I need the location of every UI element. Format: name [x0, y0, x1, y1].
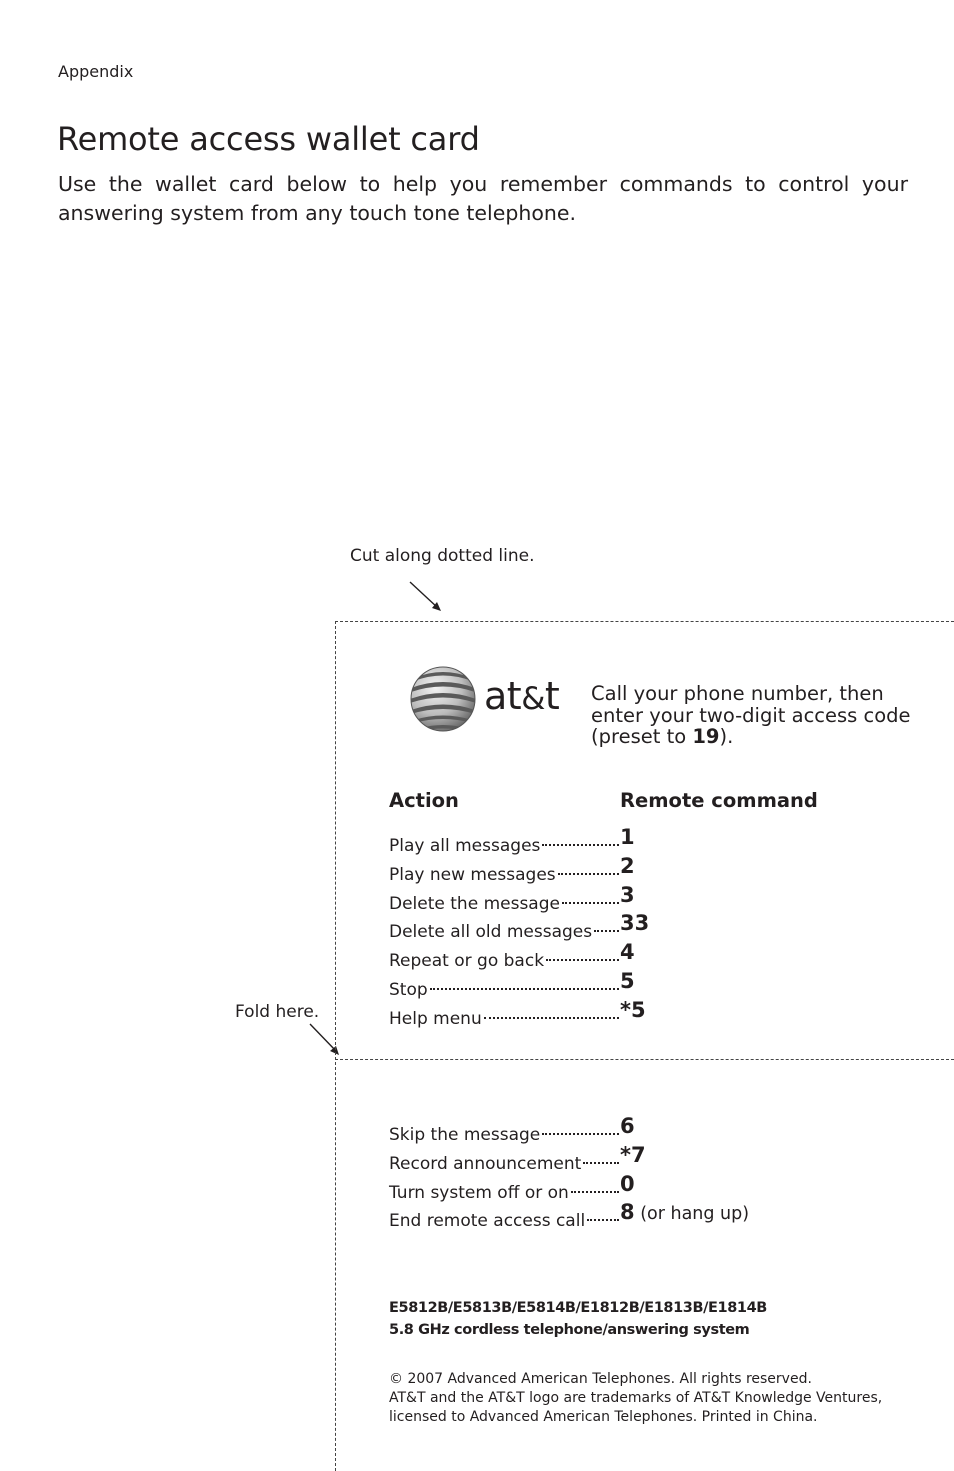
- command-row: [389, 997, 646, 1029]
- command-value: [620, 883, 635, 907]
- command-action: End remote access call: [389, 1211, 586, 1232]
- command-value: [620, 969, 635, 993]
- att-globe-icon: [408, 664, 478, 738]
- command-key: 33: [620, 911, 650, 936]
- intro-paragraph: Use the wallet card below to help you remember commands to control your answering system from any touch tone telephone.: [58, 172, 908, 225]
- command-row: [389, 825, 635, 856]
- command-value: [620, 911, 649, 935]
- command-key: *7: [620, 1142, 646, 1167]
- command-action: Turn system off or on: [389, 1182, 569, 1203]
- command-row: [389, 911, 650, 943]
- command-row: [389, 1114, 635, 1145]
- command-row: [389, 1171, 635, 1203]
- command-row: [389, 940, 635, 972]
- command-row: [389, 882, 635, 914]
- command-key: 6: [620, 1114, 635, 1138]
- dot-leader: [540, 1118, 620, 1140]
- command-action: Delete all old messages: [389, 922, 593, 943]
- command-row: [389, 1142, 646, 1174]
- fold-instruction: Fold here.: [235, 1002, 320, 1022]
- legal-notice: [389, 1370, 882, 1427]
- command-action: Skip the message: [389, 1125, 541, 1145]
- access-note-end: ).: [719, 725, 734, 748]
- command-value: [620, 854, 635, 878]
- command-value: [620, 1172, 635, 1196]
- dot-leader: [540, 829, 620, 851]
- logo-text-a: at: [484, 674, 522, 718]
- command-action: Delete the message: [389, 893, 560, 914]
- access-code: 19: [692, 725, 720, 748]
- command-value: [620, 998, 646, 1022]
- dot-leader: [585, 1204, 620, 1226]
- dot-leader: [428, 973, 620, 995]
- page-title: Remote access wallet card: [57, 120, 480, 158]
- command-value: [620, 1114, 635, 1138]
- access-note-text: Call your phone number, then enter your two-digit access code (preset to: [591, 682, 911, 748]
- dot-leader: [592, 915, 620, 937]
- action-column-header: Action: [389, 789, 459, 812]
- cut-line-left: [335, 621, 336, 1471]
- dot-leader: [482, 1002, 620, 1024]
- product-description: 5.8 GHz cordless telephone/answering system: [389, 1322, 750, 1338]
- copyright-line: © 2007 Advanced American Telephones. All rights reserved.: [389, 1371, 812, 1387]
- dot-leader: [544, 944, 620, 966]
- command-key: 4: [620, 940, 635, 965]
- access-instructions: [591, 683, 931, 748]
- command-action: Help menu: [389, 1008, 482, 1029]
- command-value: [620, 825, 635, 849]
- command-value: [620, 940, 635, 964]
- trademark-line: AT&T and the AT&T logo are trademarks of AT&T Knowledge Ventures,: [389, 1390, 883, 1406]
- command-key: 2: [620, 853, 635, 878]
- command-value: [620, 1143, 646, 1167]
- command-row: [389, 853, 635, 885]
- dot-leader: [560, 887, 620, 909]
- command-action: Play new messages: [389, 864, 556, 885]
- model-info: [389, 1297, 767, 1341]
- model-numbers: E5812B/E5813B/E5814B/E1812B/E1813B/E1814B: [389, 1300, 767, 1316]
- dot-leader: [556, 858, 620, 880]
- command-action: Record announcement: [389, 1153, 582, 1174]
- command-row: [389, 1200, 750, 1232]
- dot-leader: [581, 1147, 620, 1169]
- cut-instruction: Cut along dotted line.: [350, 546, 535, 566]
- command-key: 0: [620, 1171, 635, 1196]
- command-action: Play all messages: [389, 836, 541, 856]
- command-column-header: Remote command: [620, 789, 818, 812]
- dot-leader: [569, 1176, 620, 1198]
- cut-arrow-icon: [408, 580, 444, 614]
- command-value: [620, 1200, 749, 1224]
- command-key: 3: [620, 882, 635, 907]
- command-note: (or hang up): [634, 1204, 750, 1225]
- command-action: Stop: [389, 980, 428, 1000]
- section-label: Appendix: [58, 62, 134, 81]
- fold-line: [335, 1059, 954, 1060]
- logo-text-amp: &: [521, 681, 545, 717]
- command-key: 1: [620, 825, 635, 849]
- command-row: [389, 969, 635, 1000]
- logo-text-b: t: [544, 674, 560, 718]
- att-wordmark: [484, 674, 559, 718]
- fold-arrow-icon: [308, 1022, 344, 1058]
- cut-line-top: [335, 621, 954, 622]
- license-line: licensed to Advanced American Telephones. Printed in China.: [389, 1409, 818, 1425]
- command-key: 5: [620, 969, 635, 993]
- command-key: *5: [620, 997, 646, 1022]
- command-key: 8: [620, 1200, 635, 1225]
- command-action: Repeat or go back: [389, 951, 545, 972]
